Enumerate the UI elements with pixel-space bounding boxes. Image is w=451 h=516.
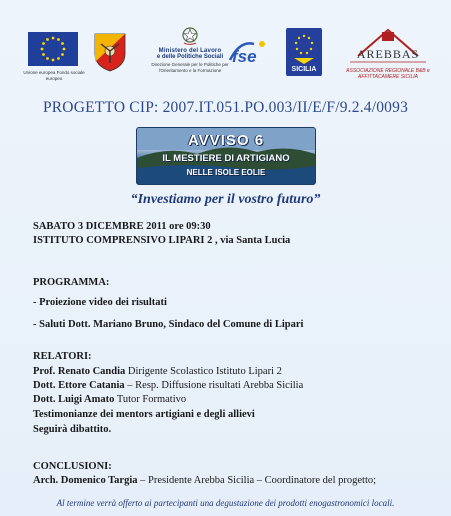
- relatore-row: [33, 379, 303, 393]
- relatore-name: Dott. Luigi Amato: [33, 394, 115, 405]
- ministry-name-line2: e delle Politiche Sociali: [156, 54, 224, 60]
- relatore-row: [33, 365, 282, 379]
- relatore-role: – Resp. Diffusione risultati Arebba Sicilia: [127, 380, 304, 391]
- programma-item: - Saluti Dott. Mariano Bruno, Sindaco del Comune di Lipari: [33, 319, 304, 330]
- banner-subtitle-islands: NELLE ISOLE EOLIE: [186, 168, 266, 177]
- relatori-heading: RELATORI:: [33, 351, 92, 362]
- sicilia-label: SICILIA: [291, 66, 317, 73]
- ministry-directorate: Direzione Generale per le Politiche per l'Orientamento e la Formazione: [151, 62, 229, 73]
- eu-caption: Unione europea Fondo sociale europeo: [23, 70, 85, 81]
- conclusioni-role: – Presidente Arebba Sicilia – Coordinatore del progetto;: [140, 475, 377, 486]
- event-date: SABATO 3 DICEMBRE 2011 ore 09:30: [33, 221, 211, 232]
- relatore-role: Tutor Formativo: [116, 394, 187, 405]
- programma-heading: PROGRAMMA:: [33, 277, 110, 288]
- relatore-role: Dirigente Scolastico Istituto Lipari 2: [127, 366, 282, 377]
- eu-flag-icon: [28, 32, 78, 66]
- testimonianze-line: Testimonianze dei mentors artigiani e degli allievi: [33, 409, 255, 420]
- fse-logo-icon: [226, 36, 272, 68]
- sicily-crest-icon: [93, 32, 127, 72]
- conclusioni-heading: CONCLUSIONI:: [33, 461, 112, 472]
- event-venue: ISTITUTO COMPRENSIVO LIPARI 2 , via Santa Lucia: [33, 235, 291, 246]
- sicilia-logo: [286, 28, 322, 76]
- arebbas-subtitle: ASSOCIAZIONE REGIONALE B&B e AFFITTACAMERE SICILIA: [346, 68, 430, 80]
- avviso-banner: [136, 127, 316, 185]
- ministry-name-line1: Ministero del Lavoro: [158, 48, 222, 54]
- italian-emblem-icon: [181, 26, 199, 46]
- project-code: PROGETTO CIP: 2007.IT.051.PO.003/II/E/F/9.2.4/0093: [42, 99, 409, 116]
- banner-subtitle: IL MESTIERE DI ARTIGIANO: [162, 153, 290, 164]
- event-info: [33, 220, 290, 248]
- arebbas-house-icon: [338, 26, 438, 66]
- logo-bar: [0, 26, 451, 96]
- programma-item: - Proiezione video dei risultati: [33, 297, 167, 308]
- conclusioni-name: Arch. Domenico Targia: [33, 475, 138, 486]
- arebbas-logo: [338, 26, 438, 80]
- fse-label: fse: [232, 47, 257, 66]
- relatore-name: Prof. Renato Candia: [33, 366, 126, 377]
- dibattito-line: Seguirà dibattito.: [33, 424, 112, 435]
- motto: “Investiamo per il vostro futuro”: [130, 192, 321, 207]
- relatore-row: [33, 393, 186, 407]
- relatore-name: Dott. Ettore Catania: [33, 380, 125, 391]
- banner-title: AVVISO 6: [187, 132, 265, 149]
- footer-note: Al termine verrà offerto ai partecipanti una degustazione dei prodotti enogastronomici locali.: [56, 498, 395, 508]
- ministry-logo: [140, 26, 240, 73]
- conclusioni-row: [33, 474, 376, 488]
- arebbas-label: AREBBAS: [356, 47, 420, 61]
